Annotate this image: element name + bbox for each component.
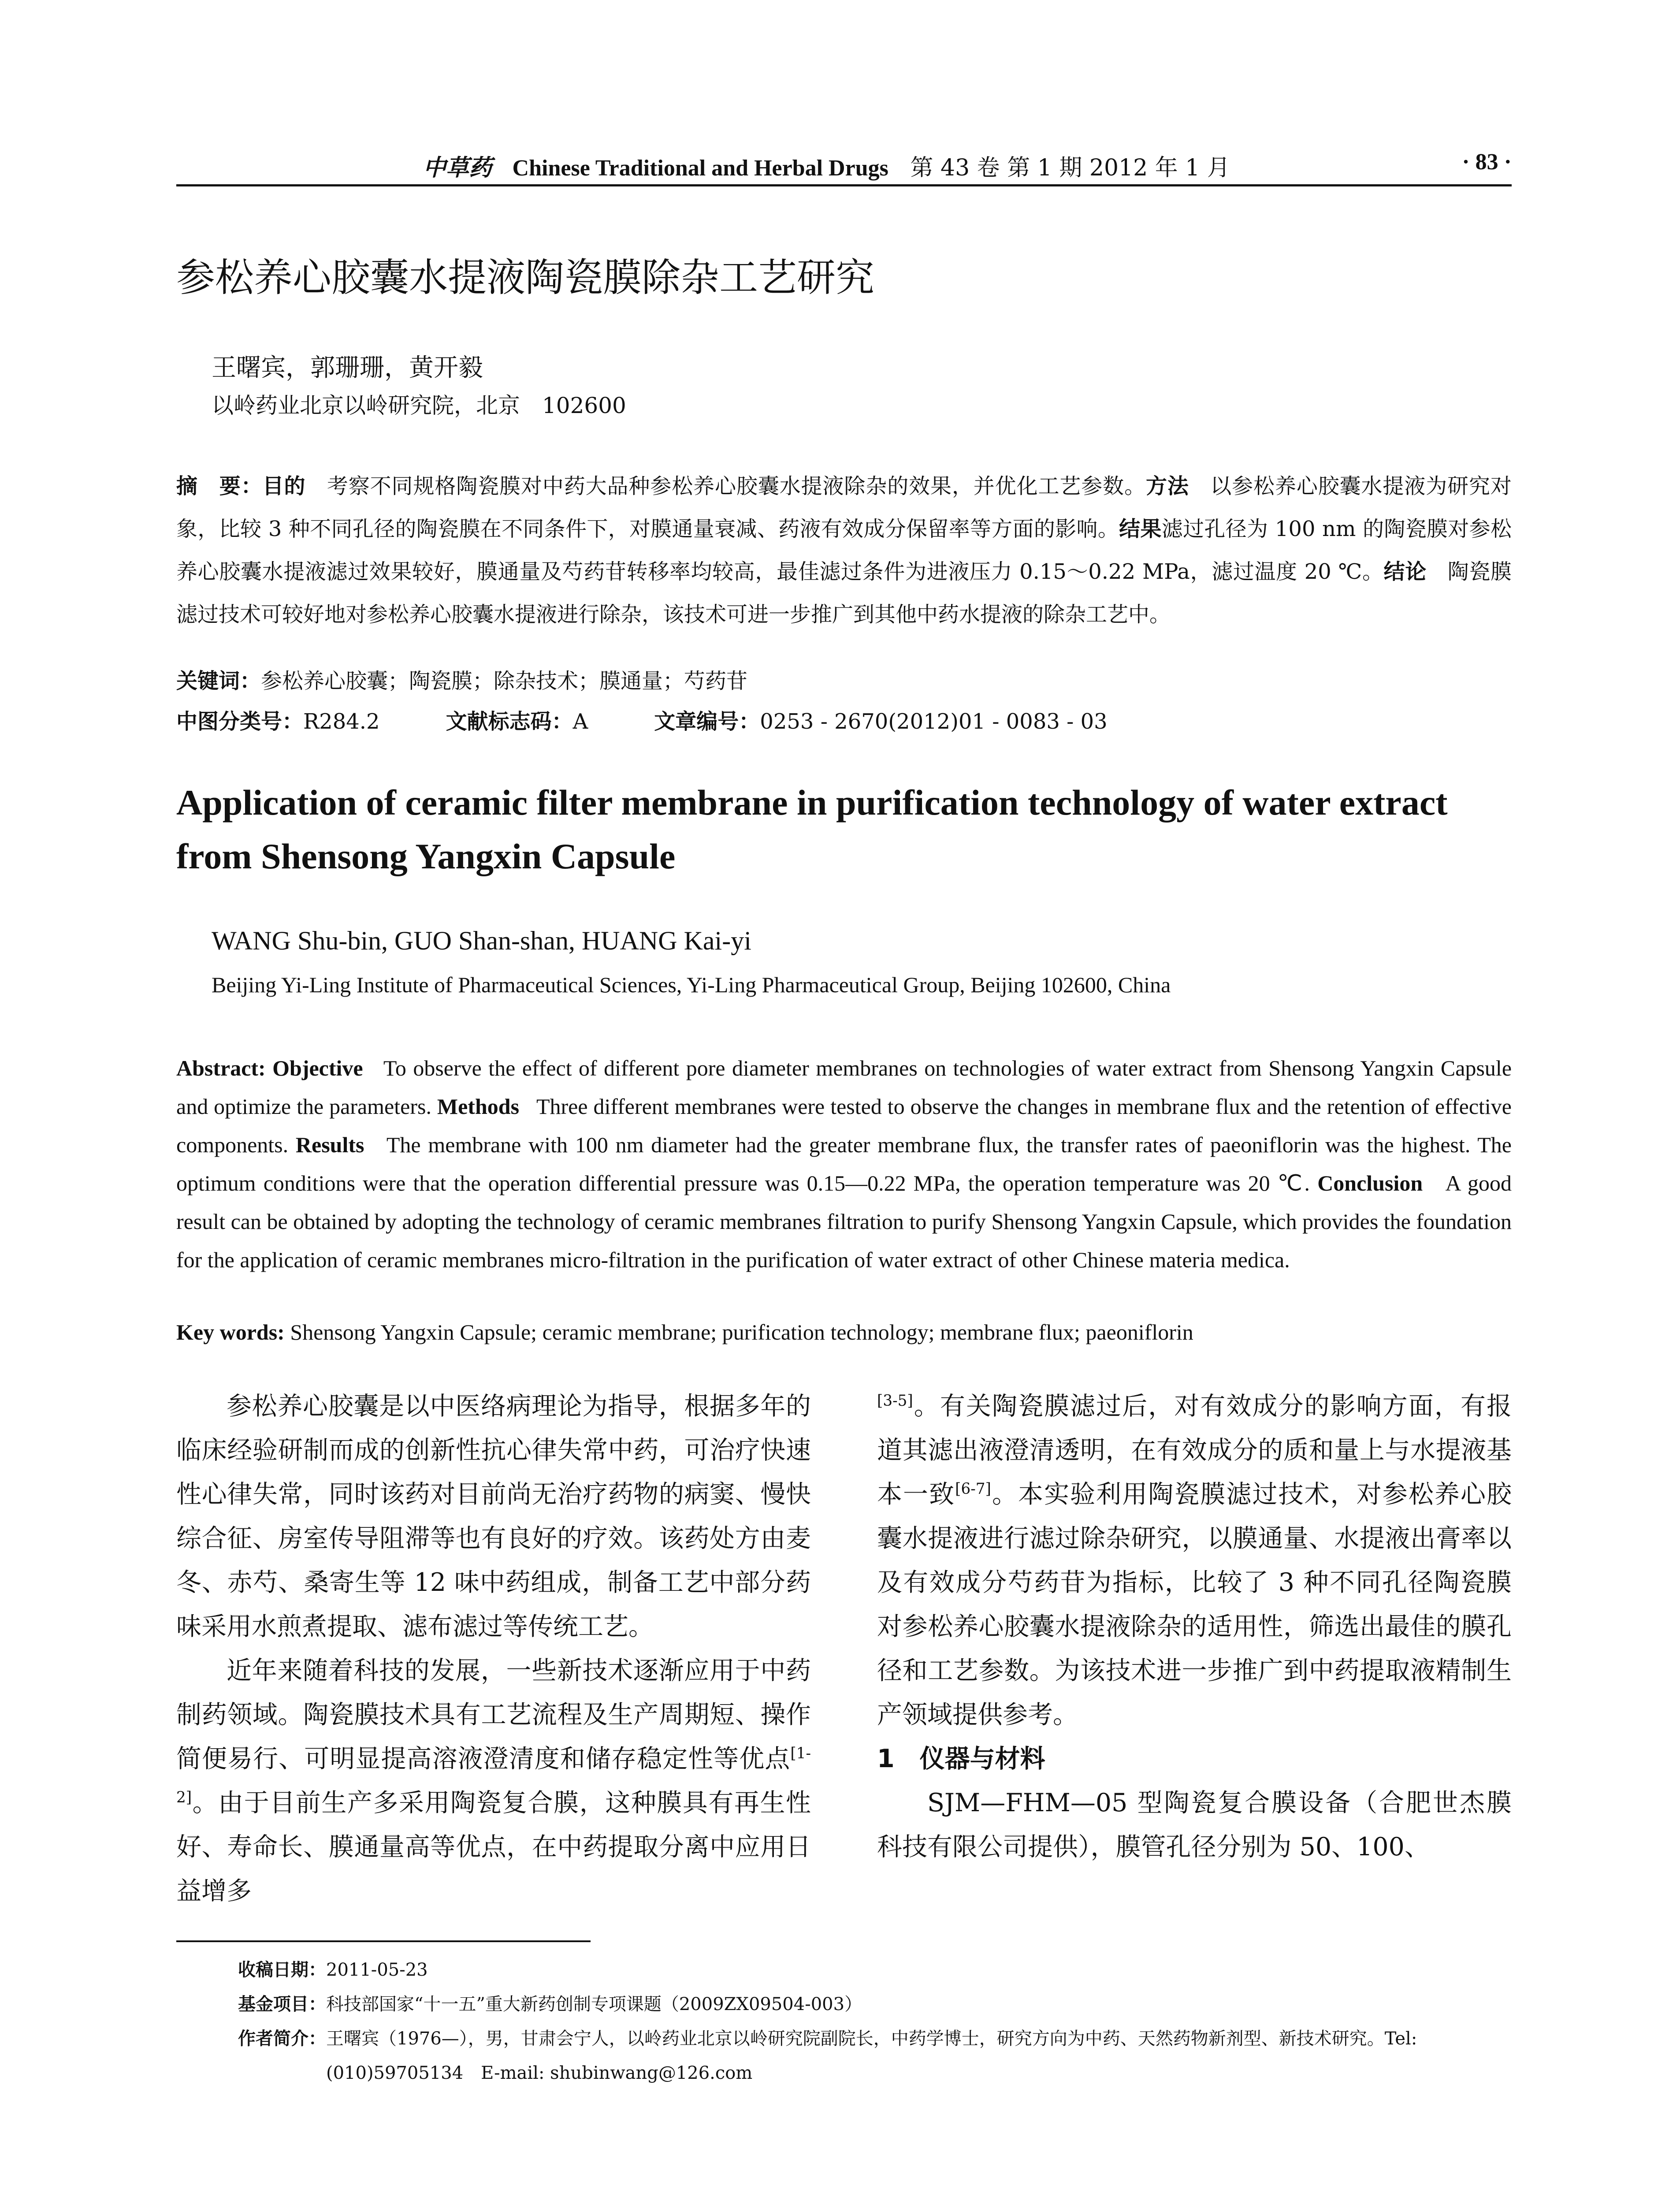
keywords-en-text: Shensong Yangxin Capsule; ceramic membrane; purification technology; membrane flux; paeoniflorin <box>290 1320 1193 1344</box>
classification-line <box>176 704 1108 735</box>
materials-paragraph: SJM—FHM—05 型陶瓷复合膜设备（合肥世杰膜科技有限公司提供），膜管孔径分别为 50、100、 <box>877 1788 1512 1861</box>
article-no-value: 0253 - 2670(2012)01 - 0083 - 03 <box>760 709 1108 734</box>
objective-label-en: Objective <box>272 1056 363 1080</box>
results-label-cn: 结果 <box>1119 517 1162 541</box>
author-bio-label: 作者简介： <box>238 2029 326 2049</box>
intro-text-c: 。有关陶瓷膜滤过后，对有效成分的影响方面，有报道其滤出液澄清透明，在有效成分的质和量上与水提液基本一致 <box>877 1392 1512 1509</box>
journal-line <box>423 149 1230 182</box>
keywords-en-label: Key words: <box>176 1320 285 1344</box>
fund-label: 基金项目： <box>238 1994 326 2014</box>
citation-1: [1-2] <box>176 1745 811 1806</box>
doc-code-label: 文献标志码： <box>446 709 573 734</box>
abstract-en <box>176 1049 1512 1279</box>
footnotes <box>238 1953 1516 2090</box>
article-title-cn: 参松养心胶囊水提液陶瓷膜除杂工艺研究 <box>176 255 875 300</box>
fund-text: 科技部国家“十一五”重大新药创制专项课题（2009ZX09504-003） <box>326 1994 862 2014</box>
affiliation-en: Beijing Yi-Ling Institute of Pharmaceutical Sciences, Yi-Ling Pharmaceutical Group, Beijing 102600, China <box>212 972 1171 997</box>
intro-text-b: 。由于目前生产多采用陶瓷复合膜，这种膜具有再生性好、寿命长、膜通量高等优点，在中药提取分离中应用日益增多 <box>176 1788 811 1906</box>
abstract-cn <box>176 465 1512 636</box>
keywords-cn <box>176 664 747 694</box>
keywords-cn-label: 关键词： <box>176 669 261 693</box>
abstract-en-label: Abstract: <box>176 1056 266 1080</box>
running-header <box>176 145 1512 186</box>
author-bio-note <box>238 2022 1516 2090</box>
keywords-en <box>176 1319 1512 1345</box>
results-label-en: Results <box>295 1132 364 1157</box>
authors-cn: 王曙宾，郭珊珊，黄开毅 <box>212 354 483 382</box>
conclusion-text-cn: 陶瓷膜滤过技术可较好地对参松养心胶囊水提液进行除杂，该技术可进一步推广到其他中药水提液的除杂工艺中。 <box>176 559 1512 627</box>
affiliation-cn: 以岭药业北京以岭研究院，北京 102600 <box>212 393 626 418</box>
methods-text-en: Three different membranes were tested to observe the changes in membrane flux and the retention of effective components. <box>176 1094 1512 1157</box>
methods-label-cn: 方法 <box>1145 474 1189 499</box>
journal-issue: 第 43 卷 第 1 期 2012 年 1 月 <box>910 155 1230 181</box>
received-date: 2011-05-23 <box>326 1960 428 1980</box>
methods-label-en: Methods <box>437 1094 520 1119</box>
journal-name-cn: 中草药 <box>423 154 492 181</box>
fund-note <box>238 1987 1516 2022</box>
doc-code-value: A <box>572 709 588 734</box>
received-label: 收稿日期： <box>238 1960 326 1980</box>
results-text-en: The membrane with 100 nm diameter had the greater membrane flux, the transfer rates of paeoniflorin was the highest. The optimum conditions were that the operation differential pressure was 0.15—0.22 MPa, the operation temperature was 20 ℃. <box>176 1132 1512 1195</box>
received-date-note <box>238 1953 1516 1987</box>
intro-paragraph-2-part-a <box>176 1649 811 1913</box>
article-title-en: Application of ceramic filter membrane in purification technology of water extract from Shensong Yangxin Capsule <box>176 782 1448 876</box>
intro-text-a: 近年来随着科技的发展，一些新技术逐渐应用于中药制药领域。陶瓷膜技术具有工艺流程及生产周期短、操作简便易行、可明显提高溶液澄清度和储存稳定性等优点 <box>176 1656 811 1773</box>
methods-text-cn: 以参松养心胶囊水提液为研究对象，比较 3 种不同孔径的陶瓷膜在不同条件下，对膜通量衰减、药液有效成分保留率等方面的影响。 <box>176 474 1512 541</box>
results-text-cn: 滤过孔径为 100 nm 的陶瓷膜对参松养心胶囊水提液滤过效果较好，膜通量及芍药苷转移率均较高，最佳滤过条件为进液压力 0.15～0.22 MPa，滤过温度 20 ℃。 <box>176 517 1512 584</box>
journal-name-en: Chinese Traditional and Herbal Drugs <box>512 156 888 181</box>
authors-en: WANG Shu-bin, GUO Shan-shan, HUANG Kai-yi <box>212 926 751 955</box>
clc-label: 中图分类号： <box>176 709 304 734</box>
article-no-label: 文章编号： <box>654 709 760 734</box>
clc-value: R284.2 <box>303 709 380 734</box>
footnote-rule <box>176 1940 591 1942</box>
objective-text-en: To observe the effect of different pore diameter membranes on technologies of water extract from Shensong Yangxin Capsule and optimize the parameters. <box>176 1056 1512 1119</box>
author-bio-text: 王曙宾（1976—），男，甘肃会宁人，以岭药业北京以岭研究院副院长，中药学博士，研究方向为中药、天然药物新剂型、新技术研究。Tel: (010)59705134 E-mail: shubinwang@126.com <box>326 2029 1417 2083</box>
abstract-cn-label: 摘 要： <box>176 474 263 499</box>
body-column-right <box>877 1384 1512 1869</box>
keywords-cn-text: 参松养心胶囊；陶瓷膜；除杂技术；膜通量；芍药苷 <box>261 669 748 693</box>
intro-paragraph-2-part-b <box>877 1384 1512 1737</box>
conclusion-text-en: A good result can be obtained by adopting the technology of ceramic membranes filtration to purify Shensong Yangxin Capsule, which provides the foundation for the application of ceramic membranes micro-filtration in the purification of water extract of other Chinese materia medica. <box>176 1171 1512 1272</box>
objective-label-cn: 目的 <box>262 474 306 499</box>
conclusion-label-en: Conclusion <box>1317 1171 1423 1195</box>
citation-2: [3-5] <box>877 1392 913 1410</box>
conclusion-label-cn: 结论 <box>1383 559 1427 584</box>
intro-paragraph-1: 参松养心胶囊是以中医络病理论为指导，根据多年的临床经验研制而成的创新性抗心律失常中药，可治疗快速性心律失常，同时该药对目前尚无治疗药物的病窦、慢快综合征、房室传导阻滞等也有良好的疗效。该药处方由麦冬、赤芍、桑寄生等 12 味中药组成，制备工艺中部分药味采用水煎煮提取、滤布滤过等传统工艺。 <box>176 1392 811 1641</box>
body-column-left <box>176 1384 811 1913</box>
intro-text-d: 。本实验利用陶瓷膜滤过技术，对参松养心胶囊水提液进行滤过除杂研究，以膜通量、水提液出膏率以及有效成分芍药苷为指标，比较了 3 种不同孔径陶瓷膜对参松养心胶囊水提液除杂的适用性，筛选出最佳的膜孔径和工艺参数。为该技术进一步推广到中药提取液精制生产领域提供参考。 <box>877 1480 1512 1729</box>
objective-text-cn: 考察不同规格陶瓷膜对中药大品种参松养心胶囊水提液除杂的效果，并优化工艺参数。 <box>327 474 1146 499</box>
page-number: · 83 · <box>1462 149 1512 175</box>
citation-3: [6-7] <box>955 1480 991 1498</box>
section-heading-1: 1 仪器与材料 <box>877 1744 1045 1773</box>
